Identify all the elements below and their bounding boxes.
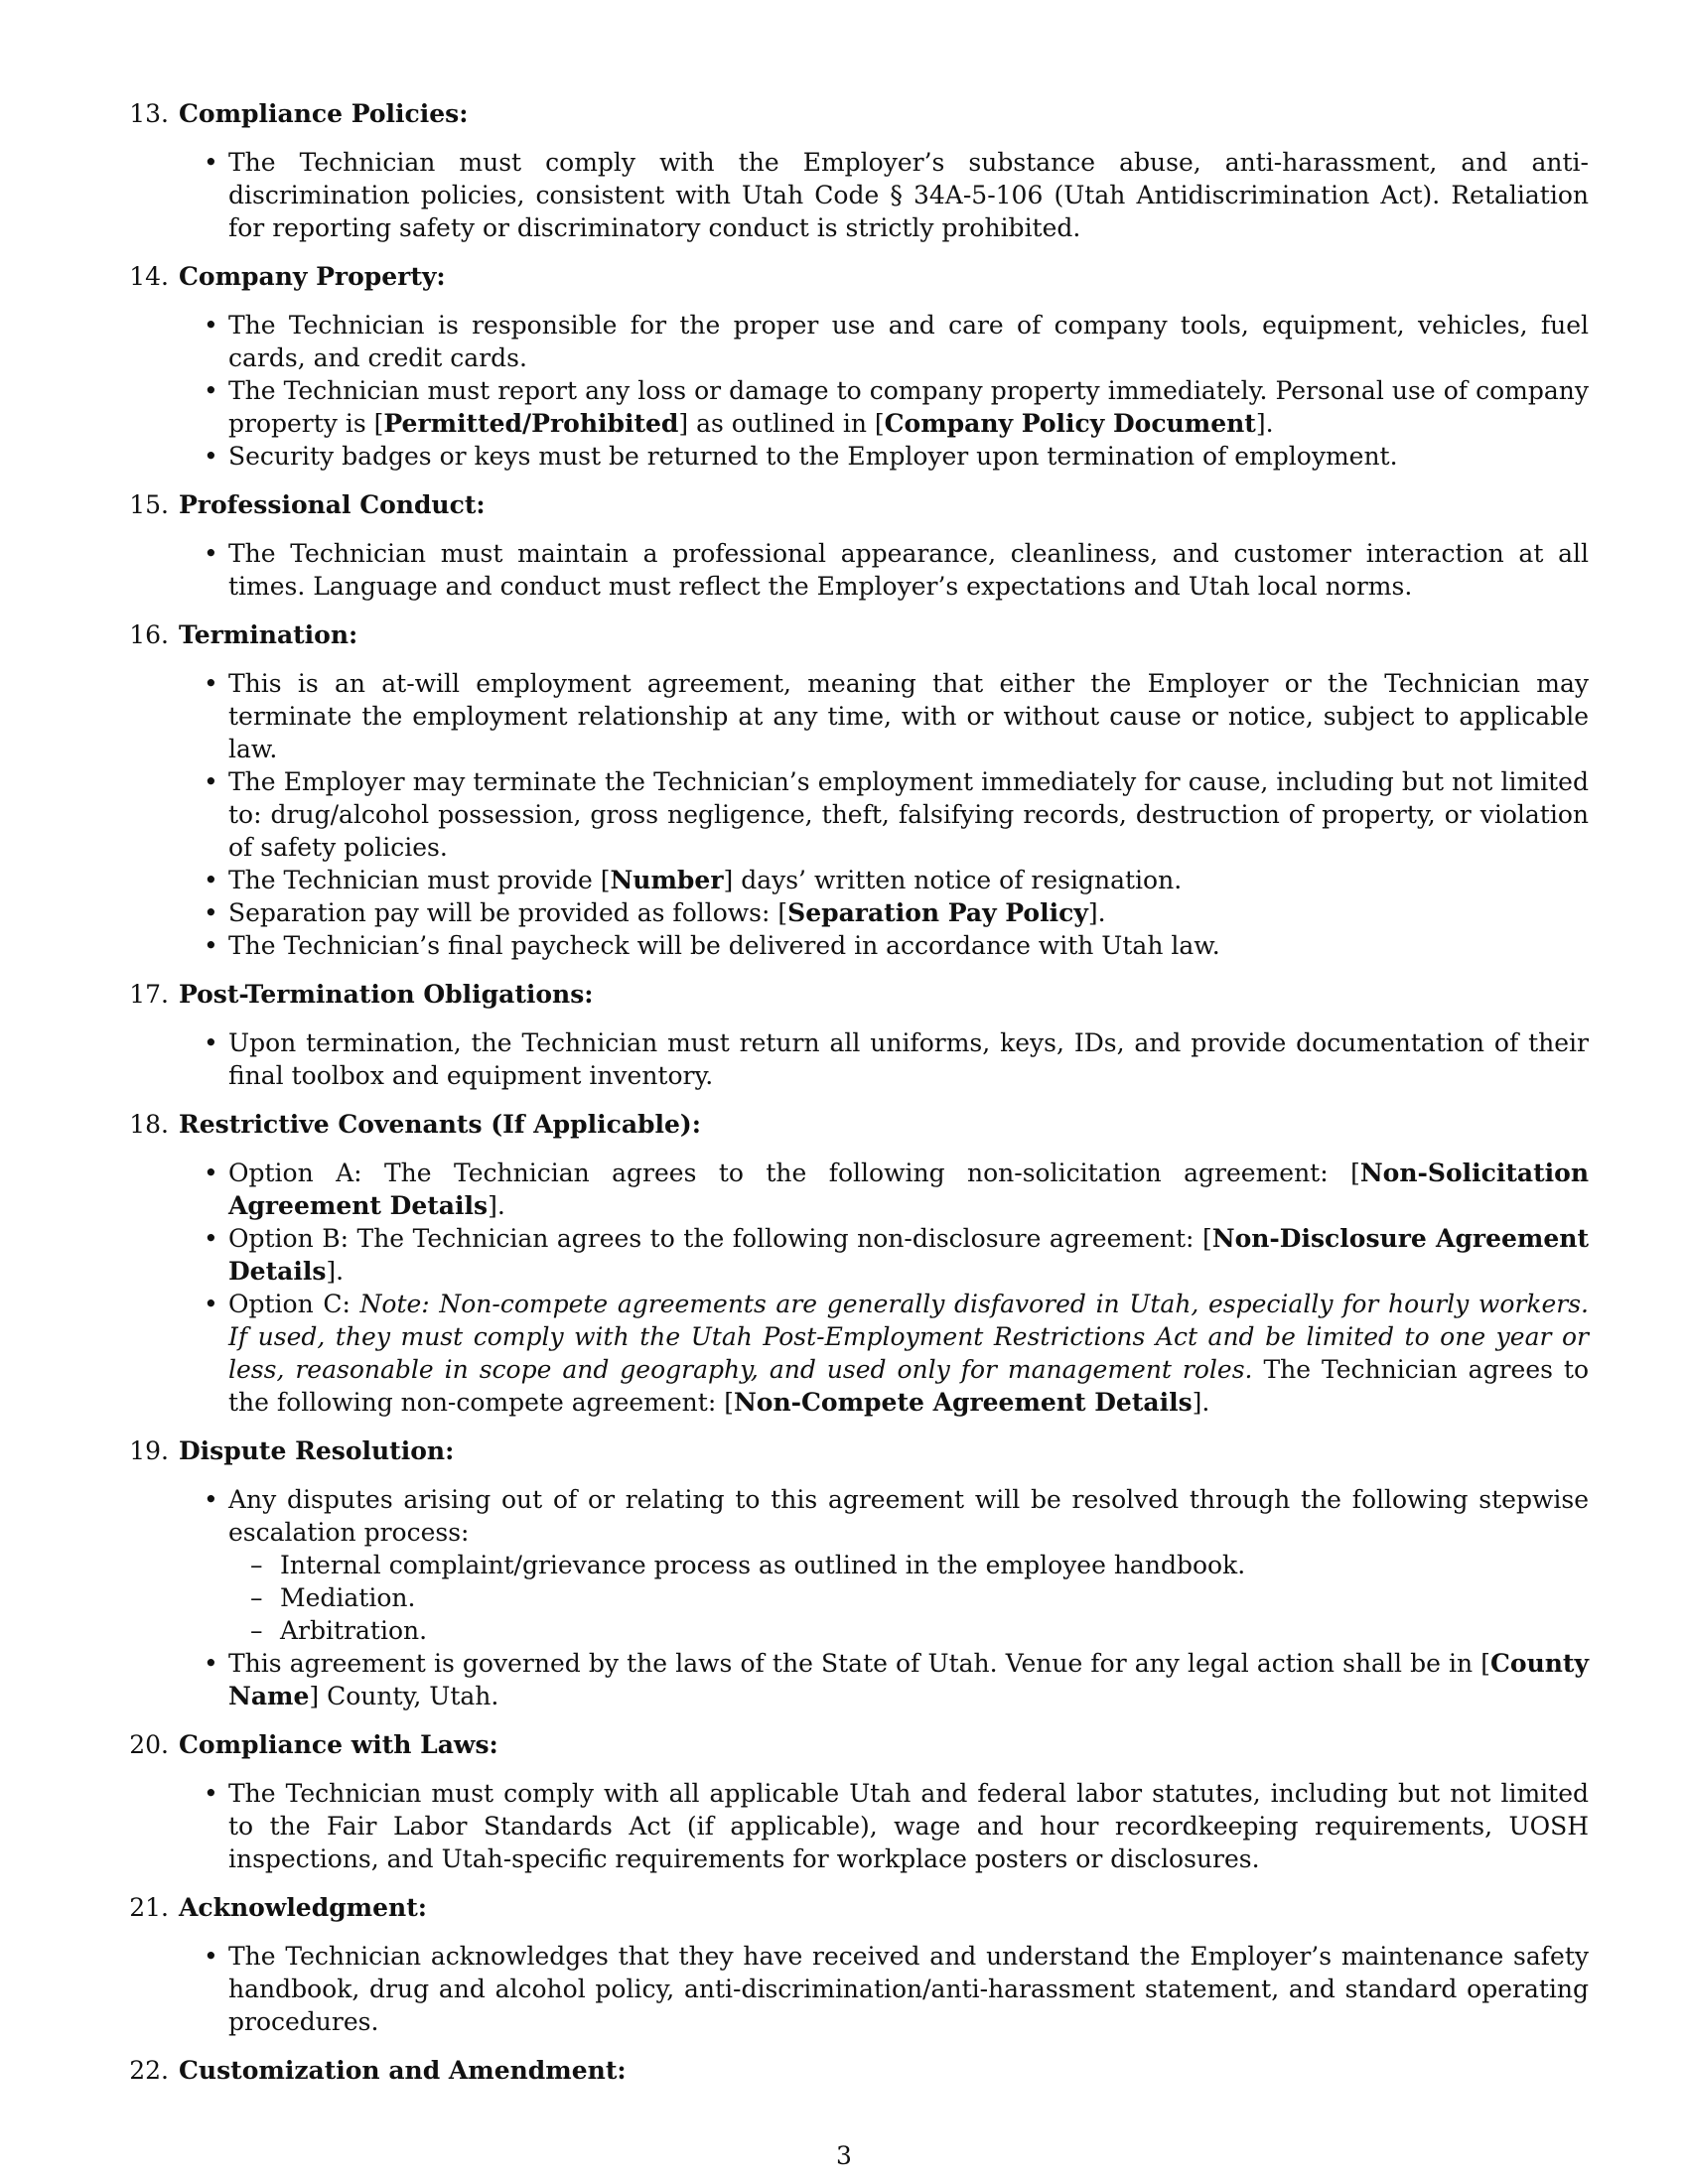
- bullet-icon: •: [204, 1649, 218, 1678]
- section-professional-conduct: [119, 488, 1589, 603]
- bullet-list: [119, 1157, 1589, 1419]
- section-termination: [119, 618, 1589, 962]
- section-title: Dispute Resolution:: [179, 1436, 455, 1465]
- section-heading: [119, 1891, 1589, 1924]
- section-number: 14.: [129, 262, 169, 291]
- section-title: Compliance with Laws:: [179, 1730, 498, 1759]
- sub-list: [228, 1549, 1589, 1647]
- placeholder-field: Separation Pay Policy: [787, 898, 1088, 927]
- section-number: 16.: [129, 620, 169, 649]
- list-item: • Security badges or keys must be returned to the Employer upon termination of employment.: [204, 442, 1398, 471]
- section-number: 21.: [129, 1893, 169, 1922]
- bullet-icon: •: [204, 866, 218, 894]
- bullet-list: [119, 667, 1589, 962]
- placeholder-field: Company Policy Document: [884, 409, 1256, 438]
- section-post-termination: [119, 978, 1589, 1092]
- bullet-icon: •: [204, 767, 218, 796]
- bullet-icon: •: [204, 539, 218, 568]
- section-title: Post-Termination Obligations:: [179, 980, 594, 1009]
- placeholder-field: Non-Compete Agreement Details: [733, 1388, 1193, 1417]
- bullet-list: [119, 1026, 1589, 1092]
- document-page: [119, 97, 1589, 2103]
- sub-list-item: – Internal complaint/grievance process as outlined in the employee handbook.: [250, 1551, 1246, 1579]
- section-number: 20.: [129, 1730, 169, 1759]
- section-heading: [119, 1434, 1589, 1467]
- section-title: Customization and Amendment:: [179, 2056, 627, 2085]
- section-title: Acknowledgment:: [179, 1893, 427, 1922]
- placeholder-field: Permitted/Prohibited: [383, 409, 679, 438]
- bullet-list: [119, 537, 1589, 603]
- dash-icon: –: [250, 1616, 263, 1645]
- bullet-icon: •: [204, 898, 218, 927]
- section-heading: [119, 978, 1589, 1011]
- section-title: Termination:: [179, 620, 358, 649]
- bullet-icon: •: [204, 376, 218, 405]
- bullet-icon: •: [204, 442, 218, 471]
- section-heading: [119, 97, 1589, 130]
- section-title: Professional Conduct:: [179, 490, 486, 519]
- section-title: Restrictive Covenants (If Applicable):: [179, 1110, 701, 1139]
- section-number: 22.: [129, 2056, 169, 2085]
- list-item: • The Technician must maintain a professional appearance, cleanliness, and customer interaction at all times. Language and conduct must reflect the Employer’s expectations and Utah local norms.: [204, 539, 1589, 601]
- section-title: Company Property:: [179, 262, 446, 291]
- bullet-list: [119, 309, 1589, 473]
- section-number: 18.: [129, 1110, 169, 1139]
- bullet-icon: •: [204, 1028, 218, 1057]
- bullet-list: [119, 1483, 1589, 1712]
- list-item: • This is an at-will employment agreement, meaning that either the Employer or the Technician may terminate the employment relationship at any time, with or without cause or notice, subject to applicable law.: [204, 669, 1589, 763]
- bullet-icon: •: [204, 311, 218, 340]
- list-item: • Upon termination, the Technician must return all uniforms, keys, IDs, and provide documentation of their final toolbox and equipment inventory.: [204, 1028, 1589, 1090]
- list-item: • The Employer may terminate the Technician’s employment immediately for cause, including but not limited to: drug/alcohol possession, gross negligence, theft, falsifying records, destruction of property, or violation of safety policies.: [204, 767, 1589, 862]
- bullet-list: [119, 1777, 1589, 1875]
- bullet-icon: •: [204, 931, 218, 960]
- list-item: • The Technician must report any loss or damage to company property immediately. Personal use of company property is [Permitted/Prohibited] as outlined in [Company Policy Document].: [204, 376, 1589, 438]
- bullet-icon: •: [204, 1942, 218, 1971]
- section-compliance-with-laws: [119, 1728, 1589, 1875]
- bullet-list: [119, 1940, 1589, 2038]
- bullet-icon: •: [204, 1290, 218, 1318]
- bullet-icon: •: [204, 669, 218, 698]
- bullet-list: [119, 146, 1589, 244]
- section-dispute-resolution: [119, 1434, 1589, 1712]
- section-number: 17.: [129, 980, 169, 1009]
- list-item: • This agreement is governed by the laws of the State of Utah. Venue for any legal action shall be in [County Name] County, Utah.: [204, 1649, 1589, 1710]
- section-number: 13.: [129, 99, 169, 128]
- list-item: • The Technician must comply with all applicable Utah and federal labor statutes, including but not limited to the Fair Labor Standards Act (if applicable), wage and hour recordkeeping requirements, UOSH inspections, and Utah-specific requirements for workplace posters or disclosures.: [204, 1779, 1589, 1873]
- section-heading: [119, 488, 1589, 521]
- list-item: • Option C: Note: Non-compete agreements are generally disfavored in Utah, especially for hourly workers. If used, they must comply with the Utah Post-Employment Restrictions Act and be limited to one year or less, reasonable in scope and geography, and used only for management roles. The Technician agrees to the following non-compete agreement: [Non-Compete Agreement Details].: [204, 1290, 1590, 1417]
- sub-list-item: – Arbitration.: [250, 1616, 428, 1645]
- section-company-property: [119, 260, 1589, 473]
- bullet-icon: •: [204, 1159, 218, 1187]
- section-heading: [119, 618, 1589, 651]
- placeholder-field: County Name: [228, 1649, 1589, 1710]
- section-heading: [119, 1108, 1589, 1141]
- italic-note: Note: Non-compete agreements are generally disfavored in Utah, especially for hourly workers. If used, they must comply with the Utah Post-Employment Restrictions Act and be limited to one year or less, reasonable in scope and geography, and used only for management roles.: [228, 1290, 1590, 1384]
- placeholder-field: Number: [610, 866, 724, 894]
- placeholder-field: Non-Solicitation Agreement Details: [228, 1159, 1589, 1220]
- list-item: • The Technician acknowledges that they have received and understand the Employer’s maintenance safety handbook, drug and alcohol policy, anti-discrimination/anti-harassment statement, and standard operating procedures.: [204, 1942, 1589, 2036]
- section-number: 15.: [129, 490, 169, 519]
- sub-list-item: – Mediation.: [250, 1583, 416, 1612]
- dash-icon: –: [250, 1583, 263, 1612]
- section-heading: [119, 2054, 1589, 2087]
- section-acknowledgment: [119, 1891, 1589, 2038]
- section-restrictive-covenants: [119, 1108, 1589, 1419]
- page-number: 3: [836, 2141, 852, 2170]
- list-item: • Any disputes arising out of or relating to this agreement will be resolved through the following stepwise escalation process: – Internal complaint/grievance process as outlined in the employee handbook. – Mediation. – Arbitration.: [204, 1485, 1589, 1645]
- section-heading: [119, 260, 1589, 293]
- dash-icon: –: [250, 1551, 263, 1579]
- list-item: • Option A: The Technician agrees to the following non-solicitation agreement: [Non-Solicitation Agreement Details].: [204, 1159, 1589, 1220]
- list-item: • Separation pay will be provided as follows: [Separation Pay Policy].: [204, 898, 1106, 927]
- bullet-icon: •: [204, 148, 218, 177]
- list-item: • The Technician must comply with the Employer’s substance abuse, anti-harassment, and anti-discrimination policies, consistent with Utah Code § 34A-5-106 (Utah Antidiscrimination Act). Retaliation for reporting safety or discriminatory conduct is strictly prohibited.: [204, 148, 1589, 242]
- bullet-icon: •: [204, 1485, 218, 1514]
- section-number: 19.: [129, 1436, 169, 1465]
- bullet-icon: •: [204, 1224, 218, 1253]
- section-title: Compliance Policies:: [179, 99, 469, 128]
- list-item: • The Technician’s final paycheck will be delivered in accordance with Utah law.: [204, 931, 1220, 960]
- bullet-icon: •: [204, 1779, 218, 1808]
- list-item: • The Technician must provide [Number] days’ written notice of resignation.: [204, 866, 1183, 894]
- section-customization-amendment: [119, 2054, 1589, 2087]
- section-heading: [119, 1728, 1589, 1761]
- section-compliance-policies: [119, 97, 1589, 244]
- list-item: • The Technician is responsible for the proper use and care of company tools, equipment, vehicles, fuel cards, and credit cards.: [204, 311, 1589, 372]
- list-item: • Option B: The Technician agrees to the following non-disclosure agreement: [Non-Disclosure Agreement Details].: [204, 1224, 1589, 1286]
- placeholder-field: Non-Disclosure Agreement Details: [228, 1224, 1589, 1286]
